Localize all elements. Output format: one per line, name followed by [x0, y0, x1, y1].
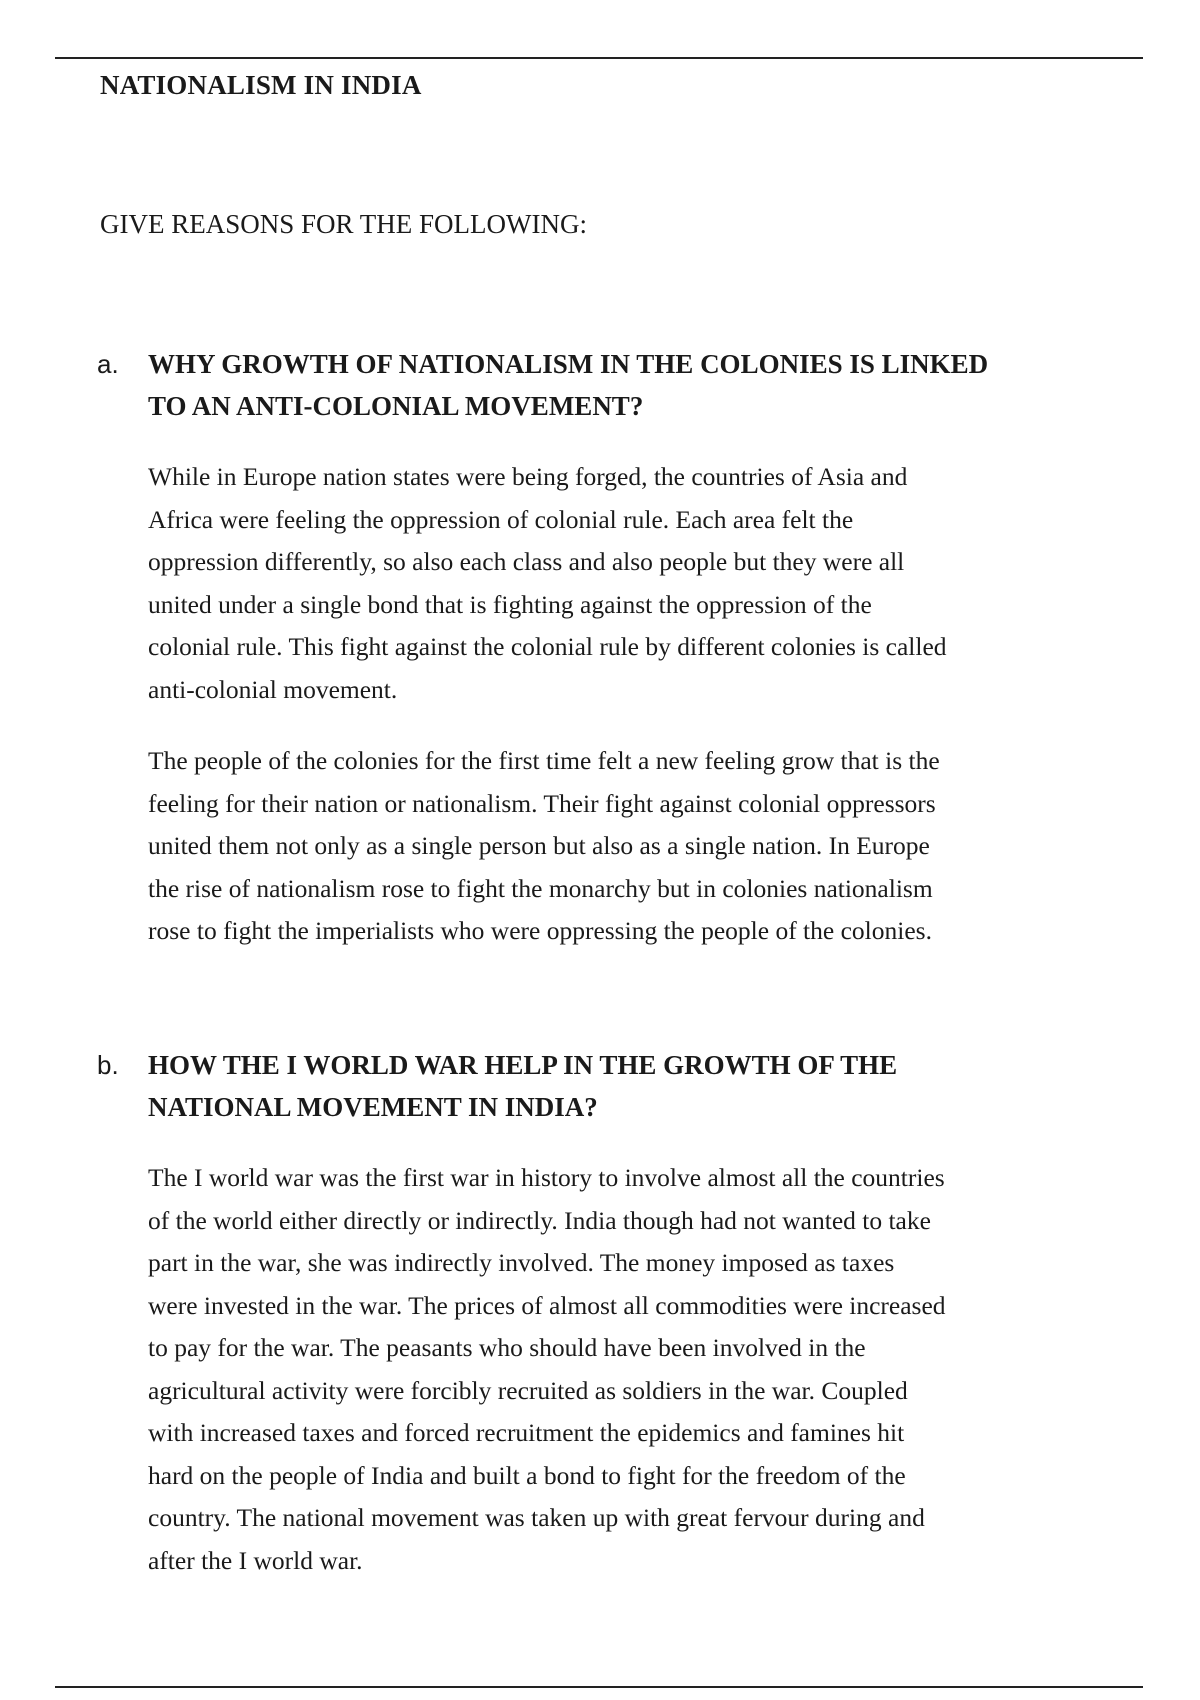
question-a-heading-line: WHY GROWTH OF NATIONALISM IN THE COLONIES IS LINKED — [148, 349, 989, 379]
paragraph-line: The I world war was the first war in history to involve almost all the countries — [148, 1163, 945, 1192]
paragraph-line: agricultural activity were forcibly recruited as soldiers in the war. Coupled — [148, 1375, 908, 1405]
paragraph-line: were invested in the war. The prices of almost all commodities were increased — [148, 1290, 946, 1320]
paragraph-line: While in Europe nation states were being forged, the countries of Asia and — [148, 462, 908, 491]
question-a-answer-paragraph-2 — [148, 740, 1173, 953]
paragraph-line: Africa were feeling the oppression of colonial rule. Each area felt the — [148, 504, 854, 534]
question-a-heading — [148, 343, 1158, 427]
paragraph-line: colonial rule. This fight against the colonial rule by different colonies is called — [148, 632, 947, 661]
paragraph-line: united them not only as a single person but also as a single nation. In Europe — [148, 831, 930, 860]
paragraph-line: to pay for the war. The peasants who should have been involved in the — [148, 1333, 866, 1362]
bottom-rule — [55, 1686, 1143, 1688]
paragraph-line: The people of the colonies for the first time felt a new feeling grow that is the — [148, 746, 940, 775]
paragraph-line: of the world either directly or indirectly. India though had not wanted to take — [148, 1205, 931, 1235]
paragraph-line: united under a single bond that is fighting against the oppression of the — [148, 589, 872, 619]
question-b-heading-line: HOW THE I WORLD WAR HELP IN THE GROWTH OF THE — [148, 1050, 898, 1080]
paragraph-line: oppression differently, so also each class and also people but they were all — [148, 547, 905, 576]
question-b-answer-paragraph-1 — [148, 1157, 1173, 1582]
document-title: NATIONALISM IN INDIA — [100, 70, 422, 100]
paragraph-line: rose to fight the imperialists who were oppressing the people of the colonies. — [148, 916, 932, 945]
paragraph-line: with increased taxes and forced recruitment the epidemics and famines hit — [148, 1418, 905, 1447]
instruction-heading: GIVE REASONS FOR THE FOLLOWING: — [100, 209, 588, 239]
paragraph-line: country. The national movement was taken up with great fervour during and — [148, 1503, 925, 1532]
question-b-marker: b. — [97, 1050, 119, 1080]
paragraph-line: feeling for their nation or nationalism. Their fight against colonial oppressors — [148, 788, 936, 818]
top-rule — [55, 57, 1143, 59]
paragraph-line: hard on the people of India and built a bond to fight for the freedom of the — [148, 1460, 906, 1490]
question-a-heading-line: TO AN ANTI-COLONIAL MOVEMENT? — [148, 391, 644, 421]
question-a-answer-paragraph-1 — [148, 456, 1173, 711]
paragraph-line: part in the war, she was indirectly involved. The money imposed as taxes — [148, 1248, 895, 1277]
question-b-heading-line: NATIONAL MOVEMENT IN INDIA? — [148, 1092, 598, 1122]
question-a-marker: a. — [97, 349, 119, 379]
question-b-heading — [148, 1044, 1158, 1128]
paragraph-line: anti-colonial movement. — [148, 674, 398, 704]
paragraph-line: after the I world war. — [148, 1545, 363, 1575]
paragraph-line: the rise of nationalism rose to fight the monarchy but in colonies nationalism — [148, 873, 933, 903]
